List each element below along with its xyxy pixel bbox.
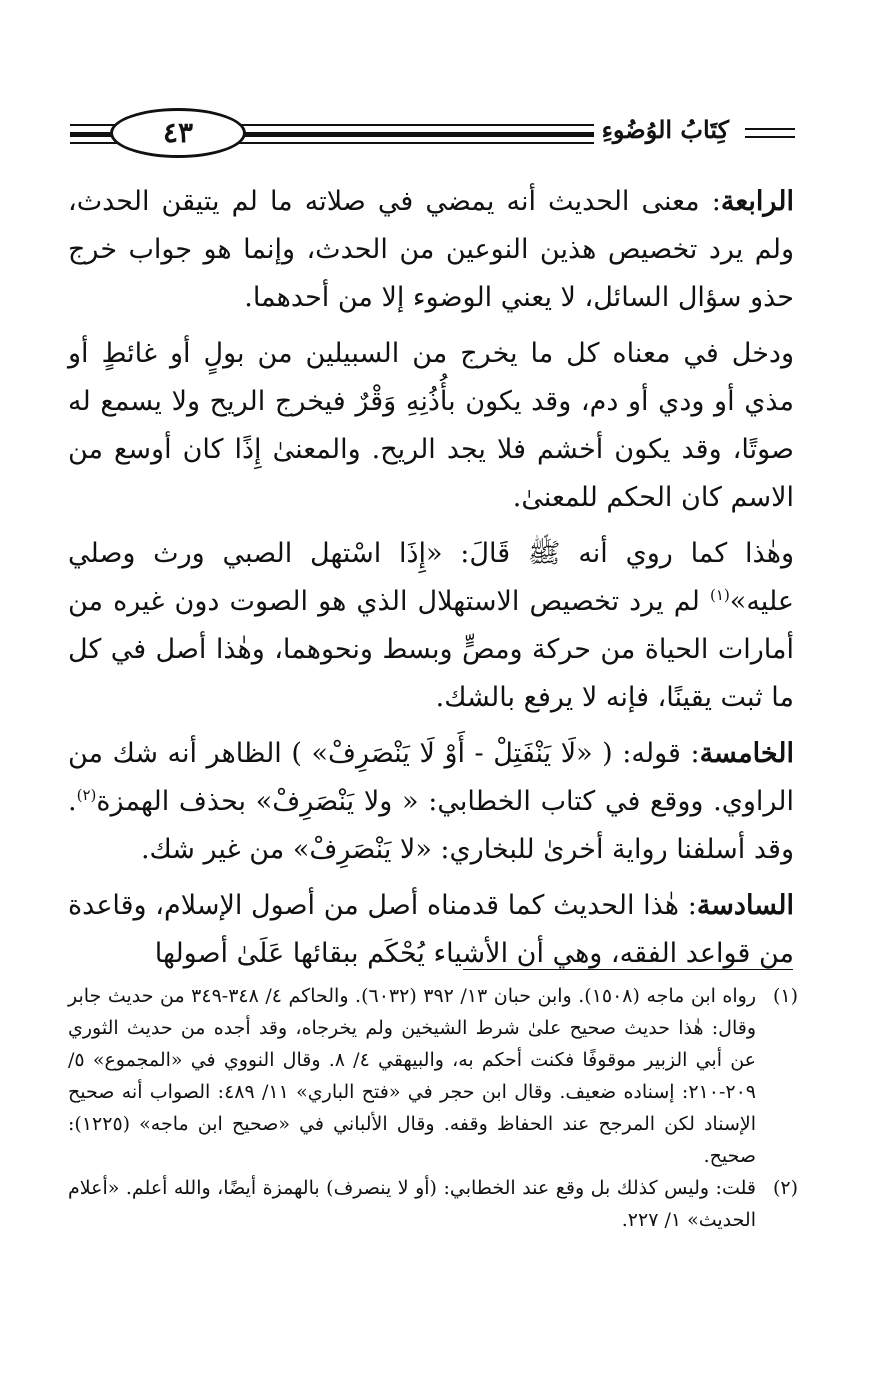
footnote-text: قلت: وليس كذلك بل وقع عند الخطابي: (أو لا ينصرف) بالهمزة أيضًا، والله أعلم. «أعلام الحديث» ١/ ٢٢٧.: [68, 1177, 756, 1231]
paragraph-text: : قوله: ( «لَا يَنْفَتِلْ - أَوْ لَا يَنْصَرِفْ» ) الظاهر أنه شك من الراوي. ووقع في كتاب الخطابي: « ولا يَنْصَرِفْ» بحذف الهمزة: [68, 738, 794, 817]
footnote-number: (١): [772, 985, 798, 1007]
paragraph-text: وهٰذا كما روي أنه ﷺ قَالَ: «إِذَا اسْتهل الصبي ورث وصلي عليه»: [68, 538, 794, 617]
footnote-ref: (١): [710, 586, 730, 604]
footnote-ref: (٢): [76, 786, 97, 804]
footnote-number: (٢): [772, 1177, 798, 1199]
paragraph-text: ودخل في معناه كل ما يخرج من السبيلين من بولٍ أو غائطٍ أو مذي أو ودي أو دم، وقد يكون بأُذُنِهِ وَقْرٌ فيخرج الريح ولا يسمع له صوتًا، وقد يكون أخشم فلا يجد الريح. والمعنىٰ إِذًا كان أوسع من الاسم كان الحكم للمعنىٰ.: [68, 338, 794, 513]
chapter-title: كِتَابُ الوُضُوءِ: [594, 112, 737, 148]
paragraph-sixth: [68, 882, 794, 978]
footnotes: [68, 980, 798, 1236]
page-number: ٤٣: [110, 108, 246, 158]
paragraph-lead: الخامسة: [699, 738, 794, 769]
paragraph-lead: السادسة: [696, 890, 794, 921]
header-rule-short: [745, 136, 795, 138]
paragraph: [68, 330, 794, 522]
footnote-item: [68, 1172, 798, 1236]
page-header: [70, 102, 795, 162]
footnote-item: [68, 980, 798, 1172]
footnote-text: رواه ابن ماجه (١٥٠٨). وابن حبان ١٣/ ٣٩٢ (٦٠٣٢). والحاكم ٤/ ٣٤٨-٣٤٩ من حديث جابر وقال: هٰذا حديث صحيح علىٰ شرط الشيخين ولم يخرجاه، وقد أجده من حديث الثوري عن أبي الزبير موقوفًا فكنت أحكم به، والبيهقي ٤/ ٨. وقال النووي في «المجموع» ٥/ ٢٠٩-٢١٠: إسناده ضعيف. وقال ابن حجر في «فتح الباري» ١١/ ٤٨٩: الصواب أنه صحيح الإسناد لكن المرجح عند الحفاظ وقفه. وقال الألباني في «صحيح ابن ماجه» (١٢٢٥): صحيح.: [68, 985, 757, 1167]
main-text: [68, 178, 794, 978]
paragraph-fourth: [68, 178, 794, 322]
header-rule-short: [745, 128, 795, 130]
paragraph-fifth: [68, 730, 794, 874]
paragraph-text: لم يرد تخصيص الاستهلال الذي هو الصوت دون غيره من أمارات الحياة من حركة ومصٍّ وبسط ونحوهما، وهٰذا أصل في كل ما ثبت يقينًا، فإنه لا يرفع بالشك.: [68, 586, 794, 713]
paragraph: [68, 530, 794, 722]
paragraph-lead: الرابعة: [720, 186, 794, 217]
paragraph-text: . وقد أسلفنا رواية أخرىٰ للبخاري: «لا يَنْصَرِفْ» من غير شك.: [68, 786, 794, 865]
footnote-separator: [463, 969, 793, 970]
paragraph-text: : معنى الحديث أنه يمضي في صلاته ما لم يتيقن الحدث، ولم يرد تخصيص هذين النوعين من الحدث، وإنما هو جواب خرج حذو سؤال السائل، لا يعني الوضوء إلا من أحدهما.: [68, 186, 794, 313]
paragraph-text: : هٰذا الحديث كما قدمناه أصل من أصول الإسلام، وقاعدة من قواعد الفقه، وهي أن الأشياء يُحْكَم ببقائها عَلَىٰ أصولها: [68, 890, 794, 969]
